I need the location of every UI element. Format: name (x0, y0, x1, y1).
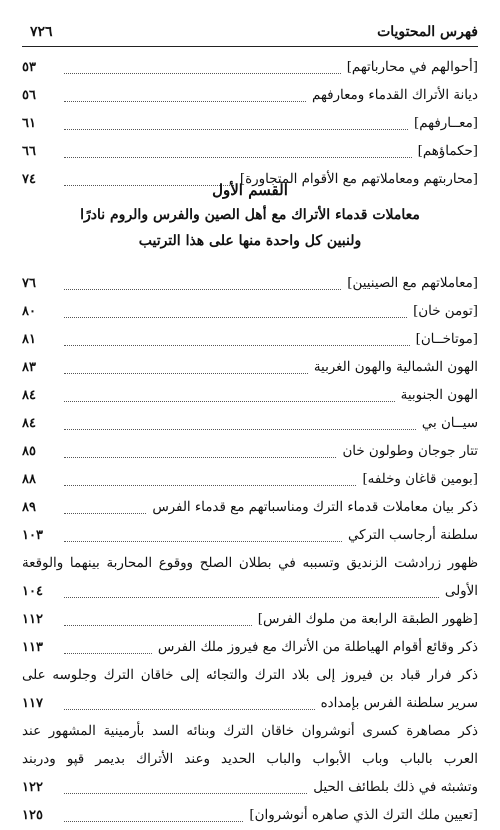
toc-entry (22, 382, 478, 410)
toc-entry (22, 774, 478, 802)
entry-title: ذكر بيان معاملات قدماء الترك ومناسباتهم مع قدماء الفرس (152, 500, 478, 515)
toc-entry (22, 466, 478, 494)
toc-entry (22, 606, 478, 634)
toc-entry (22, 110, 478, 138)
page-header (30, 22, 478, 42)
entry-title: ذكر وقائع أقوام الهياطلة من الأتراك مع فيروز ملك الفرس (157, 640, 478, 655)
entry-page: ٥٣ (22, 60, 36, 75)
entry-title: [بومين قاغان وخلفه] (362, 472, 478, 487)
toc-entry (22, 410, 478, 438)
toc-group-2 (22, 270, 478, 830)
toc-entry (22, 326, 478, 354)
entry-page: ٧٦ (22, 276, 36, 291)
dot-leader (64, 793, 307, 794)
entry-page: ١١٧ (22, 696, 43, 711)
entry-title-line: ذكر مصاهرة كسرى أنوشروان خاقان الترك وبنائه السد بأرمينية المشهور عند (22, 724, 478, 739)
entry-page: ١٠٣ (22, 528, 43, 543)
entry-page: ٨٨ (22, 472, 36, 487)
entry-title: الهون الشمالية والهون الغربية (313, 360, 478, 375)
toc-entry-multiline (22, 662, 478, 690)
entry-page: ٨٤ (22, 388, 36, 403)
dot-leader (64, 429, 416, 430)
entry-title: الهون الجنوبية (400, 388, 478, 403)
entry-page: ٦٦ (22, 144, 36, 159)
dot-leader (64, 821, 243, 822)
entry-title: ديانة الأتراك القدماء ومعارفهم (312, 88, 478, 103)
section-title: القسم الأول (212, 181, 288, 199)
entry-page: ٥٦ (22, 88, 36, 103)
entry-title: [أحوالهم في محارباتهم] (346, 60, 478, 75)
toc-entry (22, 634, 478, 662)
entry-title: [تومن خان] (413, 304, 478, 319)
entry-title: سلطنة أرجاسب التركي (347, 528, 478, 543)
dot-leader (64, 513, 146, 514)
dot-leader (64, 129, 408, 130)
entry-title: سرير سلطنة الفرس بإمداده (320, 696, 478, 711)
dot-leader (64, 625, 252, 626)
toc-entry (22, 494, 478, 522)
toc-entry (22, 298, 478, 326)
toc-entry-multiline (22, 550, 478, 578)
entry-title: [حكماؤهم] (417, 144, 478, 159)
dot-leader (64, 485, 356, 486)
dot-leader (64, 401, 395, 402)
toc-entry (22, 802, 478, 830)
toc-entry (22, 522, 478, 550)
entry-page: ٨٠ (22, 304, 36, 319)
entry-page: ٦١ (22, 116, 36, 131)
entry-title: سيــان بي (421, 416, 478, 431)
entry-page: ٨٥ (22, 444, 36, 459)
entry-page: ١١٢ (22, 612, 43, 627)
toc-entry (22, 82, 478, 110)
entry-title: تتار جوجان وطولون خان (342, 444, 478, 459)
section-subtitle-line-2: ولنبين كل واحدة منها على هذا الترتيب (138, 233, 362, 249)
toc-entry (22, 354, 478, 382)
entry-page: ١٠٤ (22, 584, 43, 599)
toc-entry (22, 438, 478, 466)
entry-page: ١٢٥ (22, 808, 43, 823)
toc-entry-multiline (22, 718, 478, 774)
entry-title: [تعيين ملك الترك الذي صاهره أنوشروان] (249, 808, 478, 823)
entry-title: وتشبثه في ذلك بلطائف الحيل (313, 780, 478, 795)
dot-leader (64, 653, 152, 654)
dot-leader (64, 289, 341, 290)
section-subtitle-line-1: معاملات قدماء الأتراك مع أهل الصين والفرس والروم نادرًا (80, 207, 420, 223)
entry-title: [ظهور الطبقة الرابعة من ملوك الفرس] (257, 612, 478, 627)
toc-entry (22, 54, 478, 82)
entry-page: ٧٤ (22, 172, 36, 187)
entry-page: ٨٤ (22, 416, 36, 431)
entry-title: الأولى (444, 584, 478, 599)
dot-leader (64, 597, 439, 598)
section-heading (22, 178, 478, 254)
entry-page: ٨٩ (22, 500, 36, 515)
entry-title: [موتاخــان] (415, 332, 478, 347)
toc-entry (22, 138, 478, 166)
entry-title: [محاربتهم ومعاملاتهم مع الأقوام المتجاورة] (239, 172, 478, 187)
entry-page: ٨١ (22, 332, 36, 347)
dot-leader (64, 457, 336, 458)
page-number: ٧٢٦ (30, 24, 53, 40)
entry-page: ١٢٢ (22, 780, 43, 795)
toc-entry (22, 270, 478, 298)
dot-leader (64, 157, 412, 158)
toc-entry (22, 578, 478, 606)
entry-page: ٨٣ (22, 360, 36, 375)
running-title: فهرس المحتويات (377, 24, 478, 40)
entry-page: ١١٣ (22, 640, 43, 655)
dot-leader (64, 345, 410, 346)
entry-title: [معــارفهم] (414, 116, 478, 131)
dot-leader (64, 541, 342, 542)
dot-leader (64, 709, 315, 710)
entry-title-line: ظهور زرادشت الزنديق وتسببه في بطلان الصلح ووقوع المحاربة بينهما والوقعة (22, 556, 478, 571)
toc-entry (22, 690, 478, 718)
dot-leader (64, 101, 306, 102)
entry-title: [معاملاتهم مع الصينيين] (347, 276, 478, 291)
entry-title-line: العرب بالباب وباب الأبواب والباب الحديد وعند الأتراك بديمر قپو ودربند (22, 752, 478, 767)
dot-leader (64, 373, 308, 374)
toc-group-1 (22, 54, 478, 194)
dot-leader (64, 317, 407, 318)
entry-title-line: ذكر فرار قباد بن فيروز إلى بلاد الترك والتجائه إلى خاقان الترك وجلوسه على (22, 668, 478, 683)
dot-leader (64, 73, 341, 74)
header-rule (22, 46, 478, 47)
